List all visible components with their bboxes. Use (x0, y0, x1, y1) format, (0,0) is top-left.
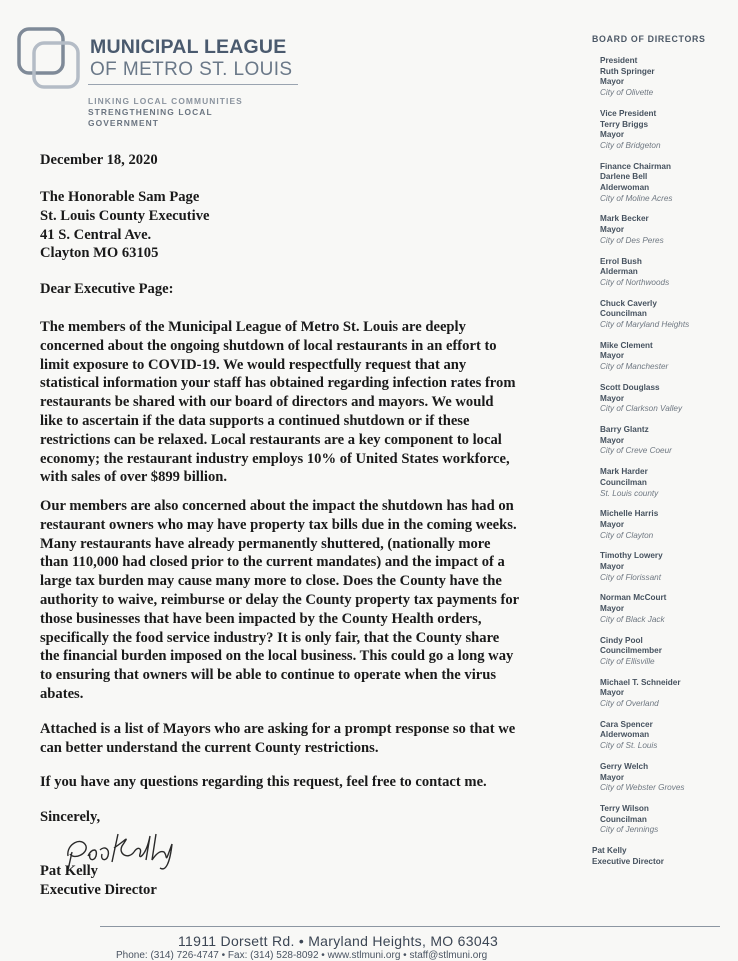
member-name: Michelle Harris (600, 509, 659, 519)
address-line: Clayton MO 63105 (40, 245, 159, 262)
address-line: 41 S. Central Ave. (40, 226, 152, 243)
board-member (600, 109, 732, 152)
member-position: Councilman (600, 814, 647, 824)
member-city: City of St. Louis (600, 741, 658, 751)
board-member (600, 56, 732, 99)
board-member (600, 509, 732, 541)
member-position: Alderwoman (600, 730, 650, 740)
signer-block (40, 862, 560, 900)
member-name: Errol Bush (600, 256, 642, 266)
text-line: statistical information your staff has obtained regarding infection rates from (40, 375, 516, 392)
member-city: City of Olivette (600, 88, 654, 98)
closing: Sincerely, (40, 809, 101, 825)
staff-name: Pat Kelly (592, 846, 627, 856)
member-city: City of Creve Coeur (600, 446, 672, 456)
member-name: Darlene Bell (600, 172, 648, 182)
member-position: Councilman (600, 477, 647, 487)
text-line: specifically the food service industry? It is only fair, that the County share (40, 629, 500, 646)
text-line: restrictions can be relaxed. Local restaurants are a key component to local (40, 431, 502, 448)
text-line: like to ascertain if the data supports a continued shutdown or if these (40, 412, 470, 429)
member-city: City of Clarkson Valley (600, 404, 683, 414)
paragraph-1 (40, 318, 560, 487)
member-position: Alderman (600, 267, 638, 277)
member-city: City of Northwoods (600, 277, 670, 287)
tagline (88, 96, 243, 129)
tagline-line: GOVERNMENT (88, 118, 160, 128)
paragraph-3 (40, 720, 560, 758)
board-member (600, 551, 732, 583)
member-city: City of Black Jack (600, 614, 665, 624)
league-logo-icon (16, 26, 82, 90)
member-position: Mayor (600, 225, 625, 235)
board-member (600, 257, 732, 289)
member-role: President (600, 56, 638, 65)
member-city: City of Moline Acres (600, 193, 673, 203)
text-line: Our members are also concerned about the impact the shutdown has had on (40, 498, 514, 514)
board-member (600, 467, 732, 499)
member-role: Finance Chairman (600, 161, 671, 171)
member-role: Vice President (600, 108, 657, 118)
text-line: The members of the Municipal League of Metro St. Louis are deeply (40, 319, 466, 335)
org-name-line1: MUNICIPAL LEAGUE (90, 36, 287, 58)
text-line: the financial burden imposed on the local business. This could go a long way (40, 648, 514, 665)
member-name: Gerry Welch (600, 761, 649, 771)
member-position: Mayor (600, 772, 625, 782)
footer-contact: Phone: (314) 726-4747 • Fax: (314) 528-8092 • www.stlmuni.org • staff@stlmuni.org (116, 950, 488, 961)
board-member (600, 162, 732, 205)
text-line: limit exposure to COVID-19. We would respectfully request that any (40, 356, 467, 373)
member-city: City of Jennings (600, 825, 659, 835)
recipient-address (40, 188, 560, 263)
member-city: City of Florissant (600, 572, 661, 582)
member-name: Chuck Caverly (600, 298, 657, 308)
member-name: Norman McCourt (600, 593, 667, 603)
board-member (600, 383, 732, 415)
text-line: than 110,000 had closed prior to the current mandates) and the impact of a (40, 554, 505, 571)
member-position: Mayor (600, 393, 625, 403)
member-name: Scott Douglass (600, 382, 660, 392)
member-position: Mayor (600, 435, 625, 445)
footer-address: 11911 Dorsett Rd. • Maryland Heights, MO 63043 (178, 933, 499, 949)
signer-name: Pat Kelly (40, 863, 98, 879)
salutation: Dear Executive Page: (40, 281, 174, 297)
member-name: Cara Spencer (600, 719, 653, 729)
member-position: Mayor (600, 519, 625, 529)
paragraph-2 (40, 497, 560, 704)
board-member (600, 593, 732, 625)
member-name: Barry Glantz (600, 424, 649, 434)
text-line: can better understand the current County restrictions. (40, 739, 379, 756)
member-city: City of Manchester (600, 362, 669, 372)
member-city: City of Clayton (600, 530, 654, 540)
member-position: Mayor (600, 130, 625, 140)
member-city: St. Louis county (600, 488, 659, 498)
board-member (600, 341, 732, 373)
text-line: with sales of over $899 billion. (40, 469, 228, 486)
board-member (600, 425, 732, 457)
member-name: Timothy Lowery (600, 551, 663, 561)
member-position: Mayor (600, 562, 625, 572)
text-line: those businesses that have been impacted by the County Health orders, (40, 610, 482, 627)
member-name: Ruth Springer (600, 66, 655, 76)
member-city: City of Des Peres (600, 235, 664, 245)
signer-title: Executive Director (40, 881, 157, 898)
staff-member (592, 846, 732, 867)
footer-divider (100, 926, 720, 927)
member-city: City of Ellisville (600, 656, 655, 666)
member-name: Michael T. Schneider (600, 677, 681, 687)
text-line: Attached is a list of Mayors who are asking for a prompt response so that we (40, 721, 516, 737)
board-title: BOARD OF DIRECTORS (592, 34, 706, 44)
text-line: large tax burden may cause many more to close. Does the County have the (40, 573, 502, 590)
tagline-line: STRENGTHENING LOCAL (88, 107, 213, 117)
member-name: Mark Becker (600, 214, 649, 224)
board-member (600, 299, 732, 331)
member-name: Terry Wilson (600, 803, 649, 813)
address-line: The Honorable Sam Page (40, 189, 200, 205)
board-member (600, 214, 732, 246)
text-line: authority to waive, reimburse or delay the County property tax payments for (40, 591, 520, 608)
member-city: City of Overland (600, 699, 659, 709)
member-position: Mayor (600, 688, 625, 698)
member-name: Terry Briggs (600, 119, 649, 129)
member-name: Cindy Pool (600, 635, 643, 645)
text-line: to ensuring that owners will be able to continue to operate when the virus (40, 667, 497, 684)
text-line: abates. (40, 685, 84, 702)
org-name-line2: OF METRO ST. LOUIS (90, 59, 293, 80)
member-position: Mayor (600, 77, 625, 87)
member-position: Councilmember (600, 646, 662, 656)
board-member (600, 678, 732, 710)
text-line: restaurants be shared with our board of directors and mayors. We would (40, 394, 494, 411)
text-line: restaurant owners who may have property tax bills due in the coming weeks. (40, 516, 517, 533)
member-name: Mark Harder (600, 467, 648, 477)
staff-title: Executive Director (592, 856, 664, 866)
board-member (600, 762, 732, 794)
board-of-directors (592, 34, 732, 877)
member-position: Councilman (600, 309, 647, 319)
logo-divider (88, 84, 298, 85)
member-position: Mayor (600, 351, 625, 361)
text-line: concerned about the ongoing shutdown of local restaurants in an effort to (40, 337, 497, 354)
board-member (600, 636, 732, 668)
letter-date: December 18, 2020 (40, 152, 158, 168)
board-member (600, 804, 732, 836)
text-line: Many restaurants have already permanently shuttered, (nationally more (40, 535, 491, 552)
member-position: Mayor (600, 604, 625, 614)
address-line: St. Louis County Executive (40, 207, 210, 224)
member-city: City of Maryland Heights (600, 320, 690, 330)
member-name: Mike Clement (600, 340, 653, 350)
tagline-line: LINKING LOCAL COMMUNITIES (88, 96, 243, 106)
member-city: City of Bridgeton (600, 140, 661, 150)
paragraph-4: If you have any questions regarding this request, feel free to contact me. (40, 774, 487, 790)
member-position: Alderwoman (600, 183, 650, 193)
board-member (600, 720, 732, 752)
text-line: economy; the restaurant industry employs 10% of United States workforce, (40, 450, 510, 467)
member-city: City of Webster Groves (600, 783, 685, 793)
